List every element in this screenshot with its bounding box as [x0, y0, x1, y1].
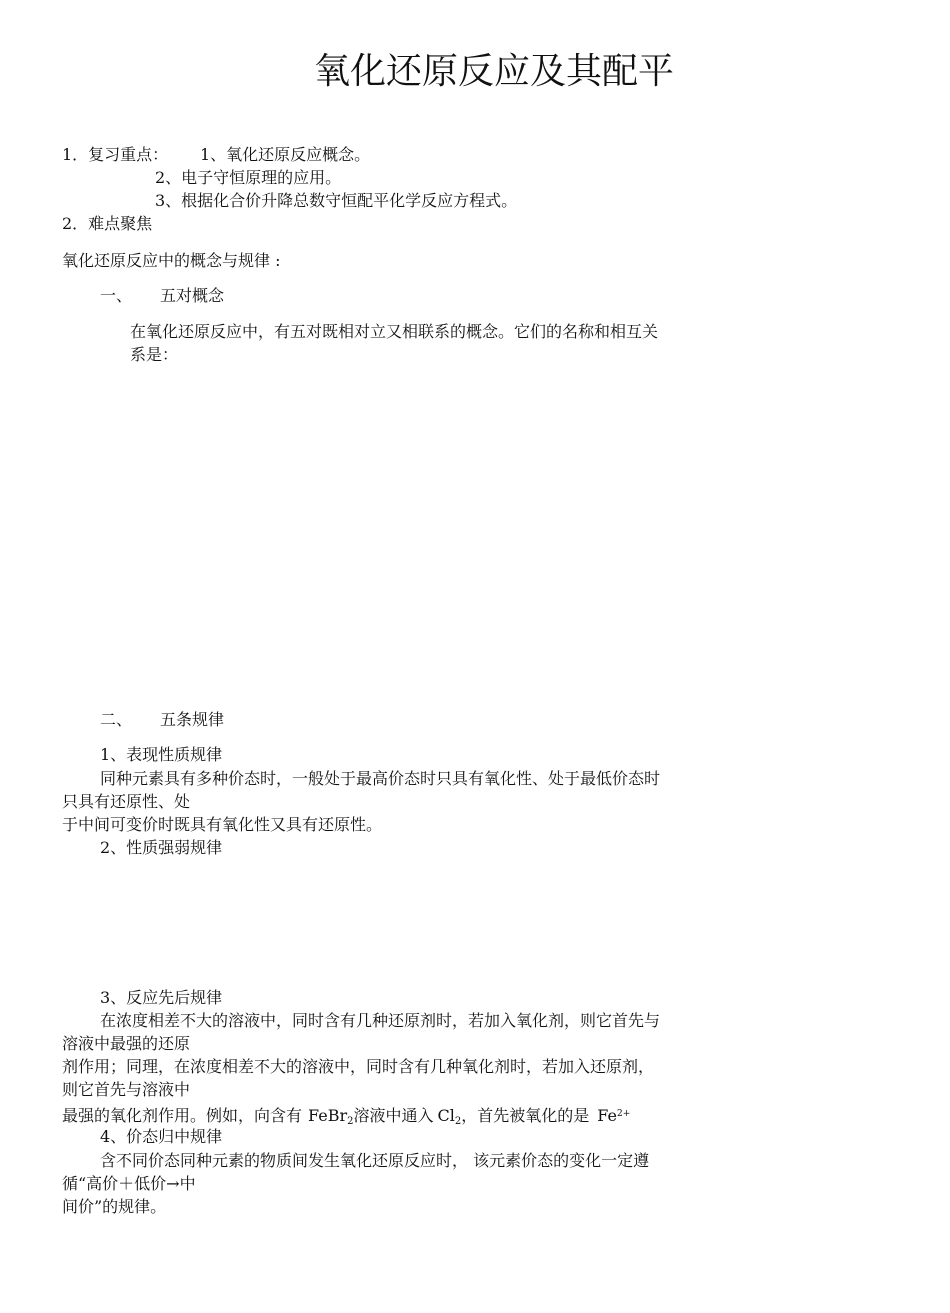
- section2-number: 二、: [100, 710, 133, 729]
- rule3-title: 3、反应先后规律: [100, 988, 223, 1007]
- rule3-line5-part-c: ，首先被氧化的是: [461, 1106, 590, 1125]
- rule3-line1: 在浓度相差不大的溶液中，同时含有几种还原剂时，若加入氧化剂，则它首先与: [100, 1011, 661, 1030]
- rule1-line3: 于中间可变价时既具有氧化性又具有还原性。: [62, 815, 383, 834]
- rule3-line5-part-a: 最强的氧化剂作用。例如，向含有: [62, 1106, 303, 1125]
- section2-title: 五条规律: [160, 710, 225, 729]
- difficulty-label: 2．难点聚焦: [62, 214, 153, 233]
- formula-fe2plus: $Fe^{2+}$: [597, 1106, 631, 1125]
- rule1-line2: 只具有还原性、处: [62, 792, 191, 811]
- rule1-line1: 同种元素具有多种价态时，一般处于最高价态时只具有氧化性、处于最低价态时: [100, 769, 661, 788]
- rule3-line3: 剂作用；同理，在浓度相差不大的溶液中，同时含有几种氧化剂时，若加入还原剂，: [62, 1057, 655, 1076]
- rule3-line5-part-b: 溶液中通入: [353, 1106, 434, 1125]
- document-title: 氧化还原反应及其配平: [314, 51, 675, 92]
- section1-paragraph-line2: 系是：: [130, 345, 179, 364]
- rule1-title: 1、表现性质规律: [100, 745, 223, 764]
- rule4-line2: 循“高价＋低价→中: [62, 1174, 196, 1193]
- rule4-title: 4、价态归中规律: [100, 1127, 223, 1146]
- rule2-title: 2、性质强弱规律: [100, 838, 223, 857]
- rule4-line1: 含不同价态同种元素的物质间发生氧化还原反应时， 该元素价态的变化一定遵: [100, 1151, 650, 1170]
- review-item-1: 1、氧化还原反应概念。: [200, 145, 371, 164]
- review-item-3: 3、根据化合价升降总数守恒配平化学反应方程式。: [155, 191, 518, 210]
- review-item-2: 2、电子守恒原理的应用。: [155, 168, 342, 187]
- section1-paragraph-line1: 在氧化还原反应中，有五对既相对立又相联系的概念。它们的名称和相互关: [130, 322, 659, 341]
- review-label: 1．复习重点：: [62, 145, 169, 164]
- concept-heading: 氧化还原反应中的概念与规律 :: [62, 251, 281, 270]
- rule3-line4: 则它首先与溶液中: [62, 1080, 191, 1099]
- section1-title: 五对概念: [160, 286, 225, 305]
- section1-number: 一、: [100, 286, 133, 305]
- formula-febr2: FeBr$_2$: [308, 1106, 354, 1127]
- rule3-line2: 溶液中最强的还原: [62, 1034, 191, 1053]
- formula-cl2: $Cl_2$: [437, 1106, 462, 1127]
- rule4-line3: 间价”的规律。: [62, 1197, 167, 1216]
